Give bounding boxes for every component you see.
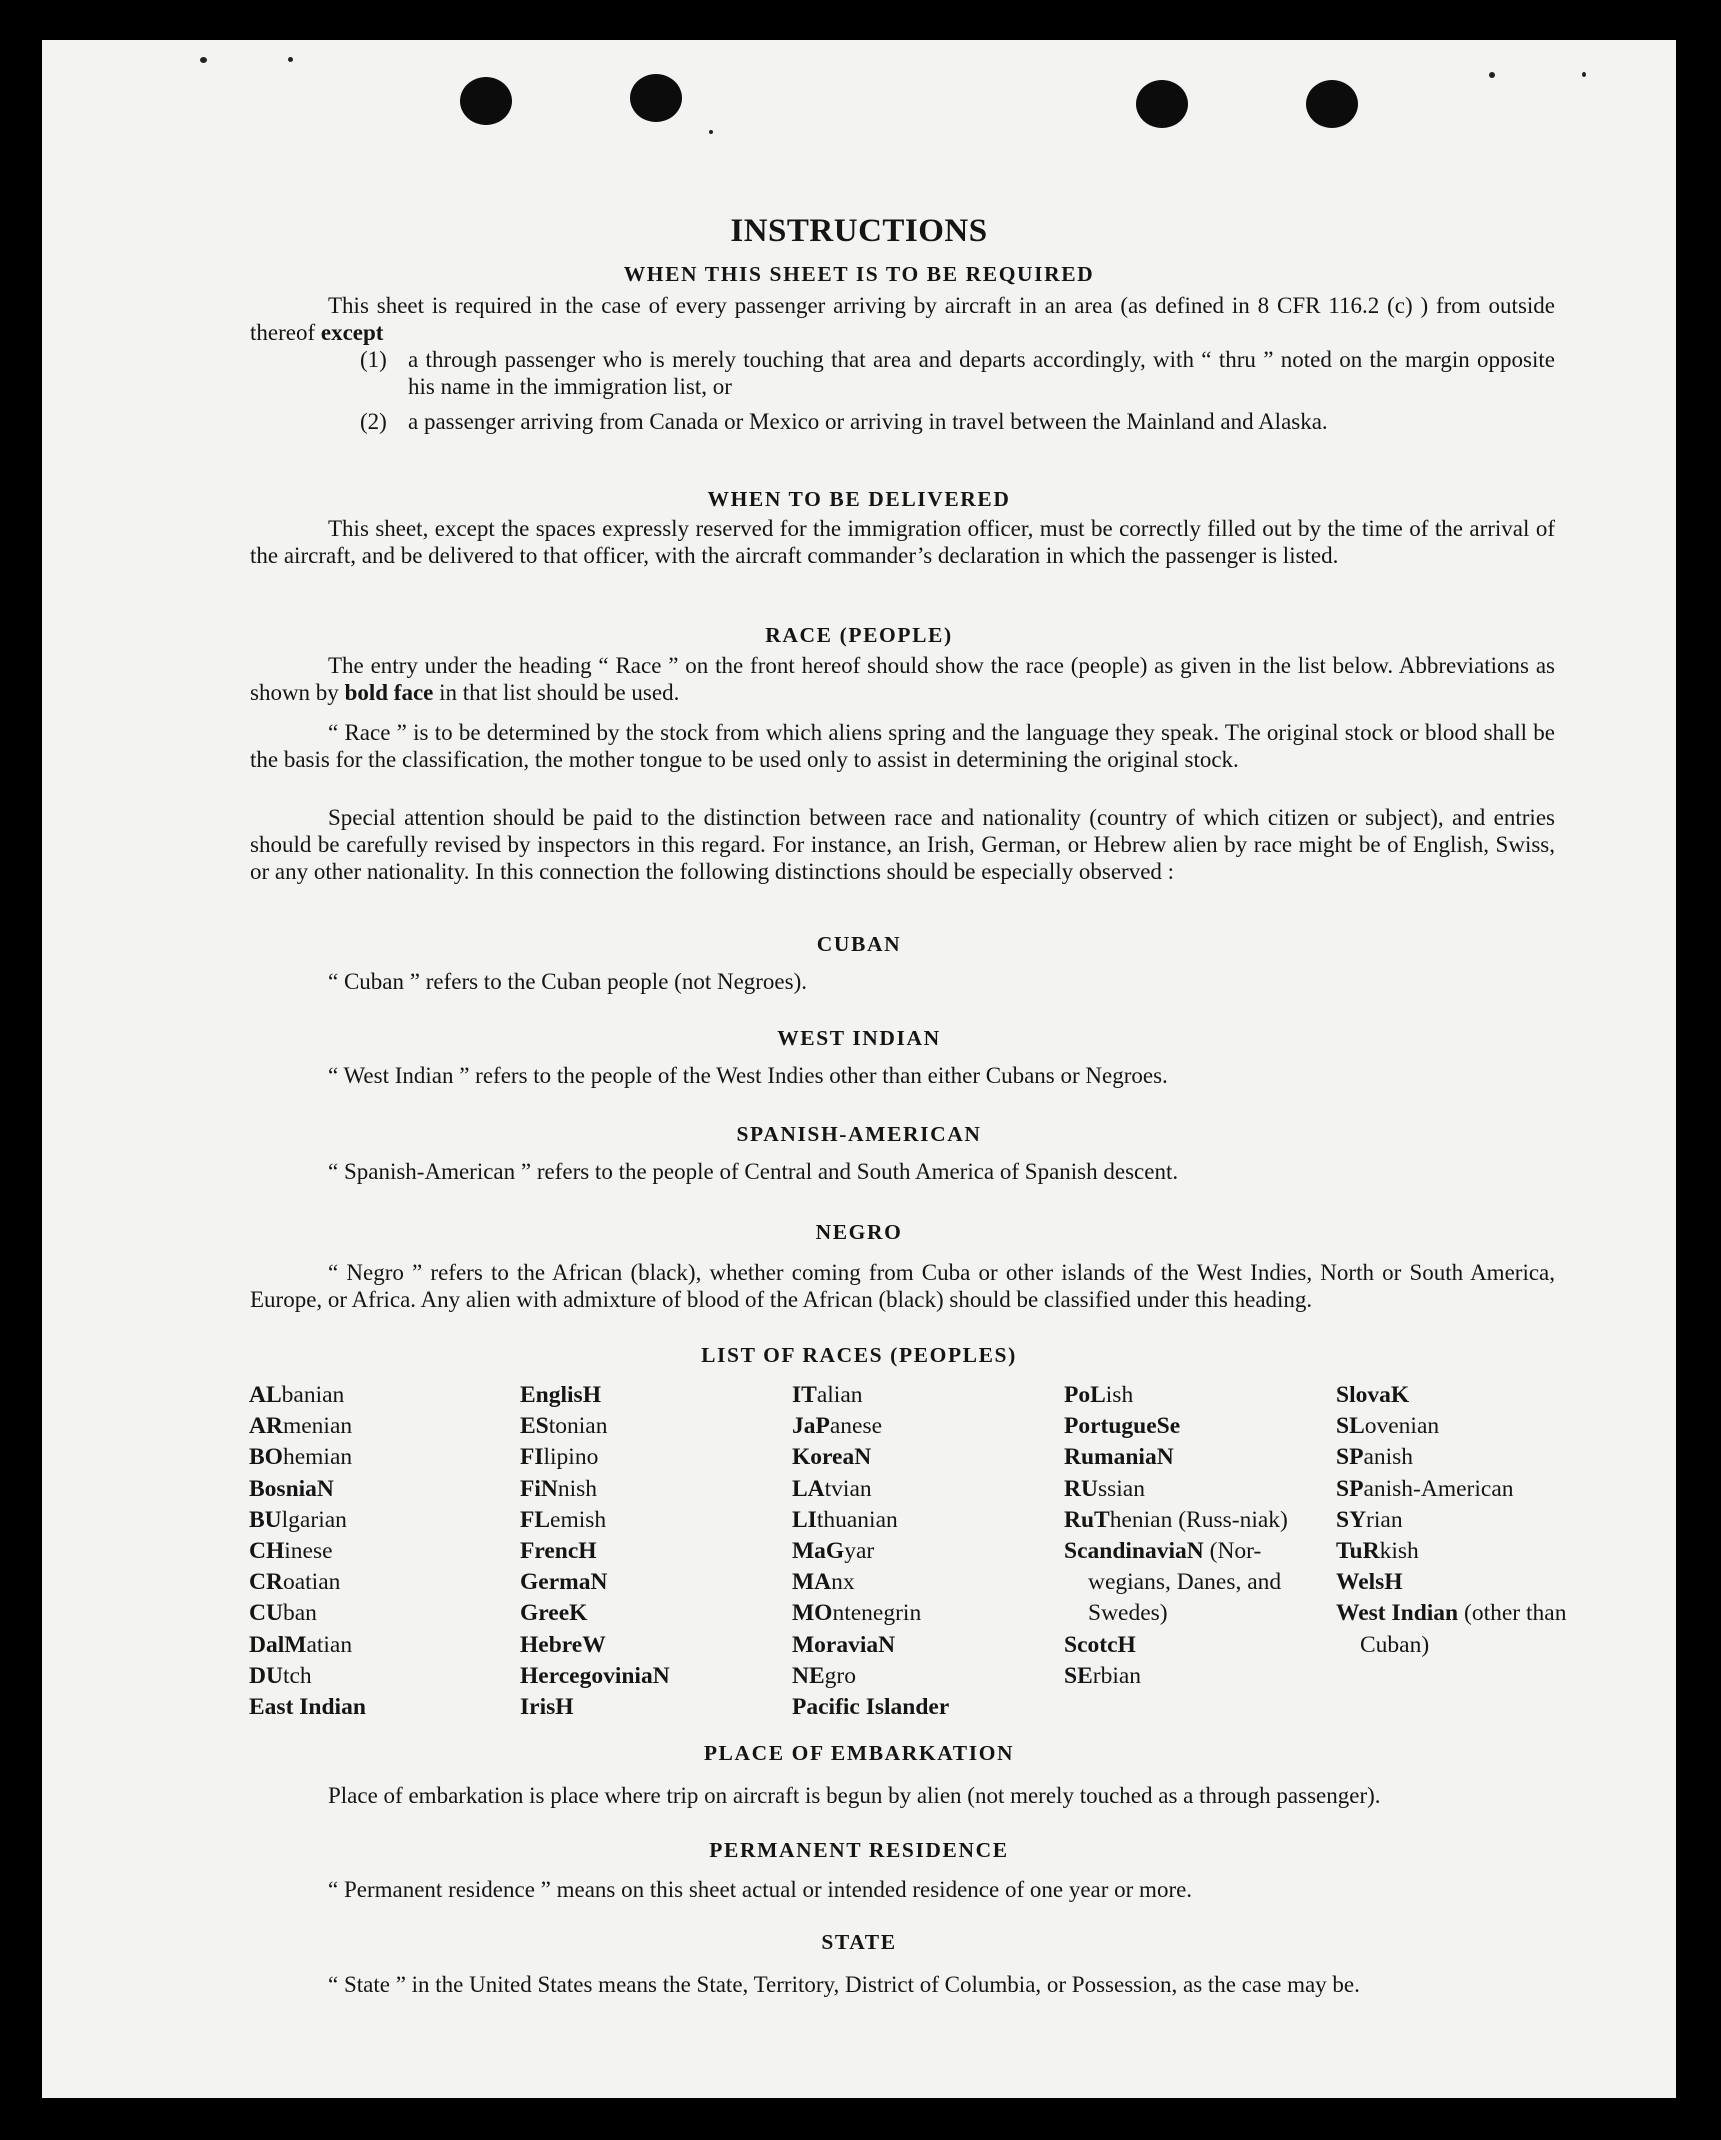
- race-entry: [1064, 1536, 1304, 1630]
- race-remainder: ovenian: [1364, 1413, 1440, 1440]
- race-abbreviation: PoL: [1064, 1382, 1106, 1408]
- race-abbreviation: ScandinaviaN: [1064, 1538, 1204, 1565]
- race-abbreviation: SY: [1336, 1506, 1367, 1533]
- cuban-text: “ Cuban ” refers to the Cuban people (not Negroes).: [328, 969, 808, 994]
- race-entry: [1336, 1442, 1576, 1473]
- race-remainder: menian: [282, 1413, 353, 1440]
- race-remainder: (other than Cuban): [1360, 1600, 1567, 1658]
- race-entry: [1336, 1505, 1576, 1536]
- race-entry: [249, 1411, 489, 1442]
- race-remainder: ban: [282, 1600, 317, 1627]
- race-entry: [249, 1661, 489, 1692]
- race-abbreviation: RuT: [1064, 1506, 1110, 1533]
- race-entry: [792, 1692, 1032, 1723]
- race-paragraph-1: [250, 652, 1555, 706]
- required-intro: [250, 292, 1555, 346]
- section-heading-west-indian: WEST INDIAN: [777, 1026, 941, 1050]
- race-entry: [1064, 1380, 1304, 1411]
- race-abbreviation: FL: [520, 1506, 551, 1533]
- race-abbreviation: DalM: [249, 1631, 307, 1658]
- race-entry: [792, 1442, 1032, 1473]
- race-entry: [1064, 1630, 1304, 1661]
- race-remainder: lgarian: [281, 1506, 347, 1533]
- races-column: [1336, 1380, 1576, 1661]
- race-entry: [1336, 1598, 1576, 1660]
- race-paragraph-3: Special attention should be paid to the distinction between race and nationality (country of which citizen or subject), and entries should be carefully revised by inspectors in this regard. For instance, an Irish, German, or Hebrew alien by race might be of English, Swiss, or any other nationality. In this connection the following distinctions should be especially observed :: [250, 805, 1555, 884]
- races-column: [792, 1380, 1032, 1723]
- race-entry: [792, 1536, 1032, 1567]
- punch-hole: [460, 77, 512, 125]
- race-abbreviation: AL: [249, 1382, 282, 1408]
- race-entry: [249, 1567, 489, 1598]
- race-entry: [1064, 1474, 1304, 1505]
- race-abbreviation: MaG: [792, 1538, 845, 1565]
- race-abbreviation: EnglisH: [520, 1382, 601, 1408]
- race-abbreviation: DU: [249, 1662, 283, 1689]
- race-entry: [520, 1661, 760, 1692]
- race-remainder: anese: [829, 1413, 883, 1440]
- race-abbreviation: Pacific Islander: [792, 1694, 950, 1721]
- race-entry: [792, 1567, 1032, 1598]
- race-remainder: thuanian: [816, 1506, 898, 1533]
- section-heading-delivered: WHEN TO BE DELIVERED: [707, 487, 1011, 511]
- race-remainder: hemian: [282, 1444, 353, 1471]
- race-abbreviation: BO: [249, 1444, 283, 1471]
- race-abbreviation: FI: [520, 1444, 544, 1471]
- race-remainder: lipino: [543, 1444, 599, 1471]
- race-abbreviation: MO: [792, 1600, 833, 1627]
- state-text: “ State ” in the United States means the State, Territory, District of Columbia, or Possession, as the case may be.: [328, 1972, 1360, 1997]
- paper-speck: [288, 57, 293, 62]
- race-abbreviation: GreeK: [520, 1600, 588, 1627]
- race-entry: [792, 1598, 1032, 1629]
- race-entry: [249, 1505, 489, 1536]
- race-entry: [249, 1630, 489, 1661]
- race-entry: [1064, 1505, 1304, 1536]
- race-remainder: yar: [844, 1538, 875, 1565]
- race-abbreviation: West Indian: [1336, 1600, 1459, 1627]
- race-abbreviation: RumaniaN: [1064, 1444, 1174, 1471]
- race-abbreviation: FiN: [520, 1475, 558, 1502]
- race-abbreviation: LA: [792, 1475, 825, 1502]
- race-abbreviation: RU: [1064, 1475, 1098, 1502]
- race-remainder: nish: [557, 1475, 598, 1502]
- race-abbreviation: PortugueSe: [1064, 1413, 1181, 1440]
- race-abbreviation: SE: [1064, 1662, 1093, 1689]
- required-intro-text: This sheet is required in the case of every passenger arriving by aircraft in an area (as defined in 8 CFR 116.2 (c) ) from outside thereof: [250, 293, 1555, 345]
- race-entry: [249, 1380, 489, 1411]
- race-abbreviation: TuR: [1336, 1538, 1380, 1565]
- race-abbreviation: BosniaN: [249, 1475, 334, 1502]
- races-column: [249, 1380, 489, 1723]
- race-remainder: gro: [824, 1662, 856, 1689]
- page-title: INSTRUCTIONS: [730, 213, 988, 249]
- section-heading-spanish-american: SPANISH-AMERICAN: [736, 1122, 982, 1146]
- punch-hole: [630, 74, 682, 122]
- race-abbreviation: SL: [1336, 1413, 1365, 1440]
- exception-text: a through passenger who is merely touching that area and departs accordingly, with “ thru ” noted on the margin opposite his name in the immigration list, or: [408, 347, 1555, 399]
- race-entry: [1336, 1567, 1576, 1598]
- race-entry: [1064, 1411, 1304, 1442]
- west-indian-text: “ West Indian ” refers to the people of the West Indies other than either Cubans or Negroes.: [328, 1063, 1168, 1088]
- race-remainder: banian: [281, 1382, 345, 1408]
- race-entry: [520, 1442, 760, 1473]
- race-remainder: tch: [282, 1662, 312, 1689]
- race-abbreviation: SlovaK: [1336, 1382, 1410, 1408]
- race-entry: [520, 1536, 760, 1567]
- race-remainder: rbian: [1092, 1662, 1142, 1689]
- race-entry: [520, 1630, 760, 1661]
- race-entry: [249, 1692, 489, 1723]
- race-entry: [520, 1380, 760, 1411]
- race-entry: [792, 1411, 1032, 1442]
- race-entry: [520, 1598, 760, 1629]
- race-entry: [520, 1692, 760, 1723]
- race-entry: [1064, 1442, 1304, 1473]
- race-abbreviation: MA: [792, 1569, 832, 1596]
- negro-text: “ Negro ” refers to the African (black), whether coming from Cuba or other islands of the West Indies, North or South America, Europe, or Africa. Any alien with admixture of blood of the African (black) should be classified under this heading.: [250, 1260, 1555, 1312]
- delivered-text: This sheet, except the spaces expressly reserved for the immigration officer, must be correctly filled out by the time of the arrival of the aircraft, and be delivered to that officer, with the aircraft commander’s declaration in which the passenger is listed.: [250, 516, 1555, 568]
- paper-speck: [1582, 72, 1586, 77]
- race-entry: [1336, 1536, 1576, 1567]
- races-column: [1064, 1380, 1304, 1692]
- race-abbreviation: LI: [792, 1506, 817, 1533]
- race-abbreviation: IT: [792, 1382, 817, 1408]
- race-abbreviation: MoraviaN: [792, 1631, 896, 1658]
- race-abbreviation: IrisH: [520, 1694, 574, 1721]
- exception-item: [360, 408, 1555, 435]
- race-paragraph-1-lead: The entry under the heading “ Race ” on the front hereof should show the race (people) as given in the list below. Abbreviations as shown by: [250, 653, 1555, 705]
- section-heading-embarkation: PLACE OF EMBARKATION: [703, 1741, 1015, 1765]
- race-paragraph-2: “ Race ” is to be determined by the stock from which aliens spring and the language they speak. The original stock or blood shall be the basis for the classification, the mother tongue to be used only to assist in determining the original stock.: [250, 720, 1555, 772]
- race-remainder: tvian: [824, 1475, 872, 1502]
- race-abbreviation: ScotcH: [1064, 1631, 1136, 1658]
- race-remainder: ssian: [1097, 1475, 1145, 1502]
- race-remainder: rian: [1366, 1506, 1403, 1533]
- exception-number: (2): [360, 409, 387, 434]
- section-heading-residence: PERMANENT RESIDENCE: [709, 1838, 1009, 1862]
- race-remainder: oatian: [282, 1569, 341, 1596]
- section-heading-races-list: LIST OF RACES (PEOPLES): [701, 1343, 1017, 1367]
- race-abbreviation: WelsH: [1336, 1569, 1403, 1596]
- paper-speck: [1489, 72, 1495, 78]
- document-page: [42, 40, 1676, 2098]
- race-entry: [249, 1536, 489, 1567]
- race-abbreviation: CH: [249, 1538, 285, 1565]
- race-remainder: henian (Russ-niak): [1109, 1506, 1288, 1533]
- race-paragraph-1-tail: in that list should be used.: [439, 680, 680, 705]
- race-abbreviation: GermaN: [520, 1569, 608, 1596]
- race-abbreviation: ES: [520, 1413, 549, 1440]
- race-remainder: nx: [831, 1569, 855, 1596]
- paper-speck: [709, 130, 713, 134]
- spanish-american-text: “ Spanish-American ” refers to the people of Central and South America of Spanish descent.: [328, 1159, 1179, 1184]
- race-abbreviation: CU: [249, 1600, 283, 1627]
- race-entry: [1336, 1411, 1576, 1442]
- race-remainder: (Nor-wegians, Danes, and Swedes): [1088, 1538, 1282, 1627]
- race-remainder: atian: [306, 1631, 353, 1658]
- race-entry: [1336, 1474, 1576, 1505]
- race-remainder: alian: [816, 1382, 863, 1408]
- race-abbreviation: NE: [792, 1662, 825, 1689]
- section-heading-state: STATE: [821, 1930, 897, 1954]
- race-entry: [1336, 1380, 1576, 1411]
- exception-number: (1): [360, 347, 387, 372]
- race-entry: [520, 1411, 760, 1442]
- section-heading-cuban: CUBAN: [816, 932, 902, 956]
- race-entry: [520, 1474, 760, 1505]
- race-remainder: kish: [1379, 1538, 1419, 1565]
- punch-hole: [1136, 80, 1188, 128]
- race-remainder: inese: [284, 1538, 333, 1565]
- race-paragraph-1-emphasis: bold face: [344, 680, 434, 705]
- race-abbreviation: HercegoviniaN: [520, 1662, 670, 1689]
- section-heading-race: RACE (PEOPLE): [765, 623, 953, 647]
- section-heading-required: WHEN THIS SHEET IS TO BE REQUIRED: [623, 262, 1095, 286]
- embarkation-text: Place of embarkation is place where trip on aircraft is begun by alien (not merely touched as a through passenger).: [328, 1783, 1381, 1808]
- residence-text: “ Permanent residence ” means on this sheet actual or intended residence of one year or more.: [328, 1877, 1193, 1902]
- race-remainder: emish: [550, 1506, 607, 1533]
- paper-speck: [200, 57, 207, 63]
- race-abbreviation: East Indian: [249, 1694, 366, 1721]
- race-entry: [520, 1567, 760, 1598]
- race-entry: [249, 1598, 489, 1629]
- race-abbreviation: SP: [1336, 1475, 1364, 1502]
- race-abbreviation: AR: [249, 1413, 283, 1440]
- race-entry: [1064, 1661, 1304, 1692]
- race-abbreviation: CR: [249, 1569, 283, 1596]
- race-entry: [249, 1442, 489, 1473]
- race-abbreviation: SP: [1336, 1444, 1364, 1471]
- race-abbreviation: JaP: [792, 1413, 830, 1440]
- exception-item: [360, 346, 1555, 400]
- section-heading-negro: NEGRO: [815, 1220, 903, 1244]
- punch-hole: [1306, 80, 1358, 128]
- race-remainder: anish-American: [1363, 1475, 1514, 1502]
- race-remainder: ntenegrin: [832, 1600, 922, 1627]
- race-abbreviation: BU: [249, 1506, 282, 1533]
- race-remainder: anish: [1363, 1444, 1414, 1471]
- required-intro-emphasis: except: [320, 320, 384, 345]
- race-entry: [792, 1630, 1032, 1661]
- race-abbreviation: KoreaN: [792, 1444, 872, 1471]
- race-entry: [792, 1474, 1032, 1505]
- race-entry: [249, 1474, 489, 1505]
- race-remainder: tonian: [548, 1413, 608, 1440]
- race-entry: [792, 1661, 1032, 1692]
- race-abbreviation: HebreW: [520, 1631, 606, 1658]
- race-entry: [520, 1505, 760, 1536]
- race-remainder: ish: [1105, 1382, 1134, 1408]
- race-abbreviation: FrencH: [520, 1538, 597, 1565]
- race-entry: [792, 1505, 1032, 1536]
- races-column: [520, 1380, 760, 1723]
- race-entry: [792, 1380, 1032, 1411]
- exception-text: a passenger arriving from Canada or Mexico or arriving in travel between the Mainland and Alaska.: [408, 409, 1328, 434]
